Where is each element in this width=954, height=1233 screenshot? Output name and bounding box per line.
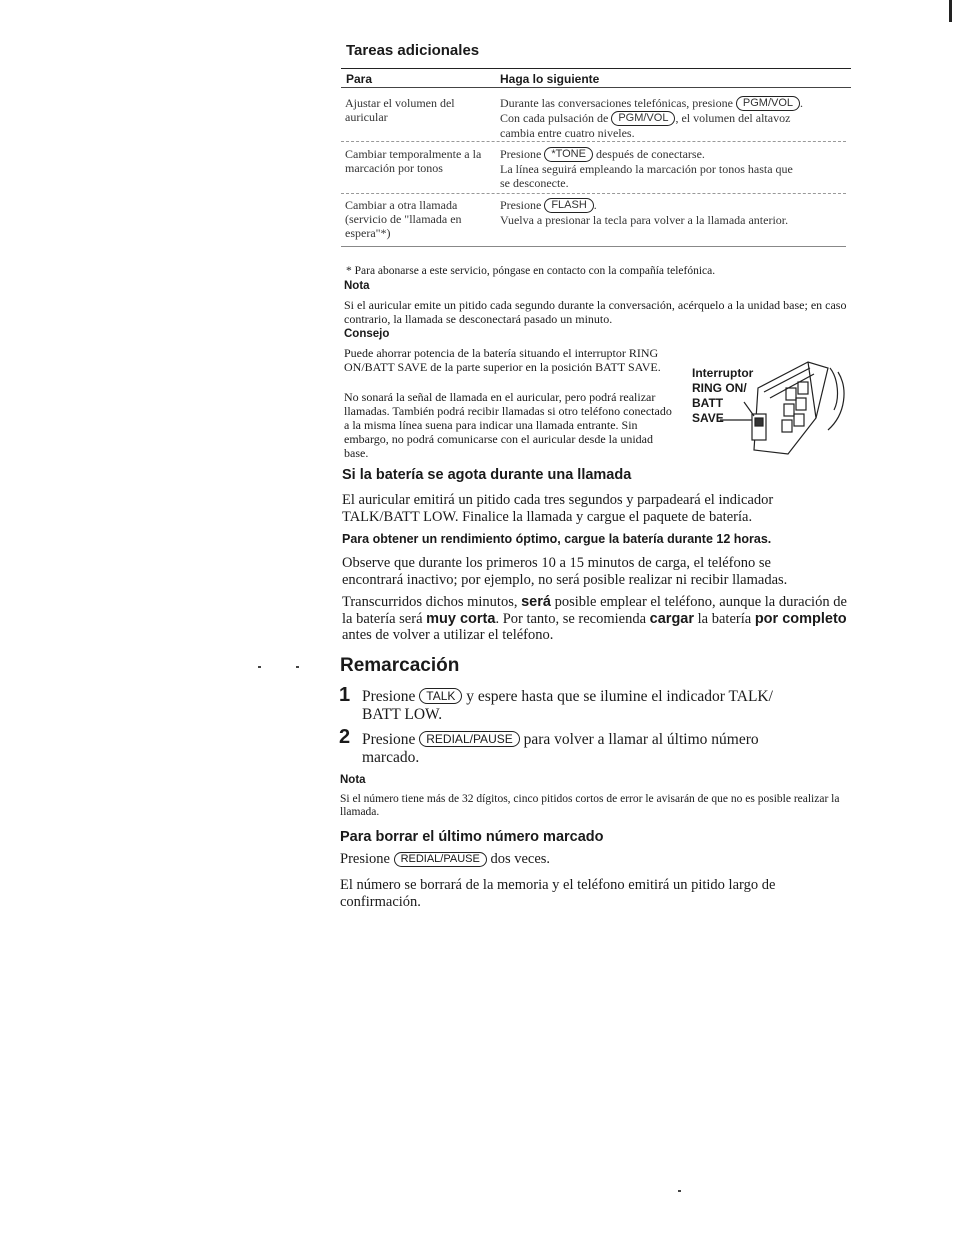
section-title: Tareas adicionales	[346, 42, 480, 59]
battery-paragraph-3: Transcurridos dichos minutos, será posible emplear el teléfono, aunque la duración de la batería será muy corta. Por tanto, se recomienda cargar la batería por completo antes de volver a utilizar el teléfono.	[342, 594, 847, 643]
nota-label: Nota	[340, 774, 366, 786]
scan-speck	[678, 1190, 681, 1192]
pgm-vol-key: PGM/VOL	[611, 111, 675, 126]
table-row-divider	[341, 193, 846, 194]
remarcacion-title: Remarcación	[340, 655, 460, 676]
consejo-paragraph-1: Puede ahorrar potencia de la batería situando el interruptor RING ON/BATT SAVE de la parte superior en la posición BATT SAVE.	[344, 346, 661, 374]
redial-pause-key: REDIAL/PAUSE	[419, 731, 519, 747]
table-row-3-instructions: Presione FLASH . Vuelva a presionar la tecla para volver a la llamada anterior.	[500, 198, 789, 227]
table-row-2-instructions: Presione *TONE después de conectarse. La línea seguirá empleando la marcación por tonos hasta que se desconecte.	[500, 147, 793, 190]
step-2-number: 2	[339, 726, 351, 748]
handset-drawing	[688, 358, 858, 458]
table-row-divider	[341, 141, 846, 142]
table-header-haga: Haga lo siguiente	[500, 72, 600, 86]
battery-paragraph-1: El auricular emitirá un pitido cada tres segundos y parpadeará el indicador TALK/BATT LOW. Finalice la llamada y cargue el paquete de batería.	[342, 492, 774, 525]
footnote: * Para abonarse a este servicio, póngase en contacto con la compañía telefónica.	[346, 265, 716, 277]
nota-label: Nota	[344, 280, 370, 292]
nota-text: Si el número tiene más de 32 dígitos, cinco pitidos cortos de error le avisarán de que no es posible realizar la llamada.	[340, 793, 840, 818]
battery-bold-heading: Para obtener un rendimiento óptimo, cargue la batería durante 12 horas.	[342, 532, 772, 546]
table-row-2-para: Cambiar temporalmente a la marcación por tonos	[345, 147, 482, 175]
pgm-vol-key: PGM/VOL	[736, 96, 800, 111]
step-2-text: Presione REDIAL/PAUSE para volver a llamar al último número marcado.	[362, 731, 759, 766]
step-1-number: 1	[339, 684, 351, 706]
flash-key: FLASH	[544, 198, 593, 213]
redial-pause-key: REDIAL/PAUSE	[394, 852, 487, 867]
consejo-paragraph-2: No sonará la señal de llamada en el auricular, pero podrá realizar llamadas. También podrá recibir llamadas si otro teléfono conectado a la misma línea suena para indicar una llamada entrante. Sin embargo, no podrá comunicarse con el auricular desde la unidad base.	[344, 390, 672, 460]
borrar-paragraph: El número se borrará de la memoria y el teléfono emitirá un pitido largo de confirmación.	[340, 877, 776, 910]
battery-paragraph-2: Observe que durante los primeros 10 a 15 minutos de carga, el teléfono se encontrará inactivo; por ejemplo, no será posible realizar ni recibir llamadas.	[342, 555, 788, 588]
scan-speck	[296, 666, 299, 668]
step-1-text: Presione TALK y espere hasta que se ilumine el indicador TALK/ BATT LOW.	[362, 688, 773, 723]
table-row-3-para: Cambiar a otra llamada (servicio de "llamada en espera"*)	[345, 198, 462, 240]
table-row-1-instructions: Durante las conversaciones telefónicas, presione PGM/VOL . Con cada pulsación de PGM/VOL , el volumen del altavoz cambia entre cuatro niveles.	[500, 96, 804, 140]
figure-label: Interruptor RING ON/ BATT SAVE	[692, 366, 754, 425]
scan-edge-mark	[949, 0, 952, 22]
tone-key: *TONE	[544, 147, 593, 162]
battery-heading: Si la batería se agota durante una llamada	[342, 467, 632, 483]
table-top-rule	[341, 68, 851, 69]
consejo-label: Consejo	[344, 328, 390, 340]
handset-switch-figure	[688, 358, 858, 458]
table-header-rule	[341, 87, 851, 88]
talk-key: TALK	[419, 688, 462, 704]
nota-text: Si el auricular emite un pitido cada segundo durante la conversación, acérquelo a la unidad base; en caso contrario, la llamada se desconectará pasado un minuto.	[344, 298, 847, 326]
scan-speck	[258, 666, 261, 668]
table-header-para: Para	[346, 72, 373, 86]
table-bottom-rule	[341, 246, 846, 247]
borrar-heading: Para borrar el último número marcado	[340, 829, 604, 845]
borrar-instruction: Presione REDIAL/PAUSE dos veces.	[340, 851, 551, 867]
table-row-1-para: Ajustar el volumen del auricular	[345, 96, 455, 124]
